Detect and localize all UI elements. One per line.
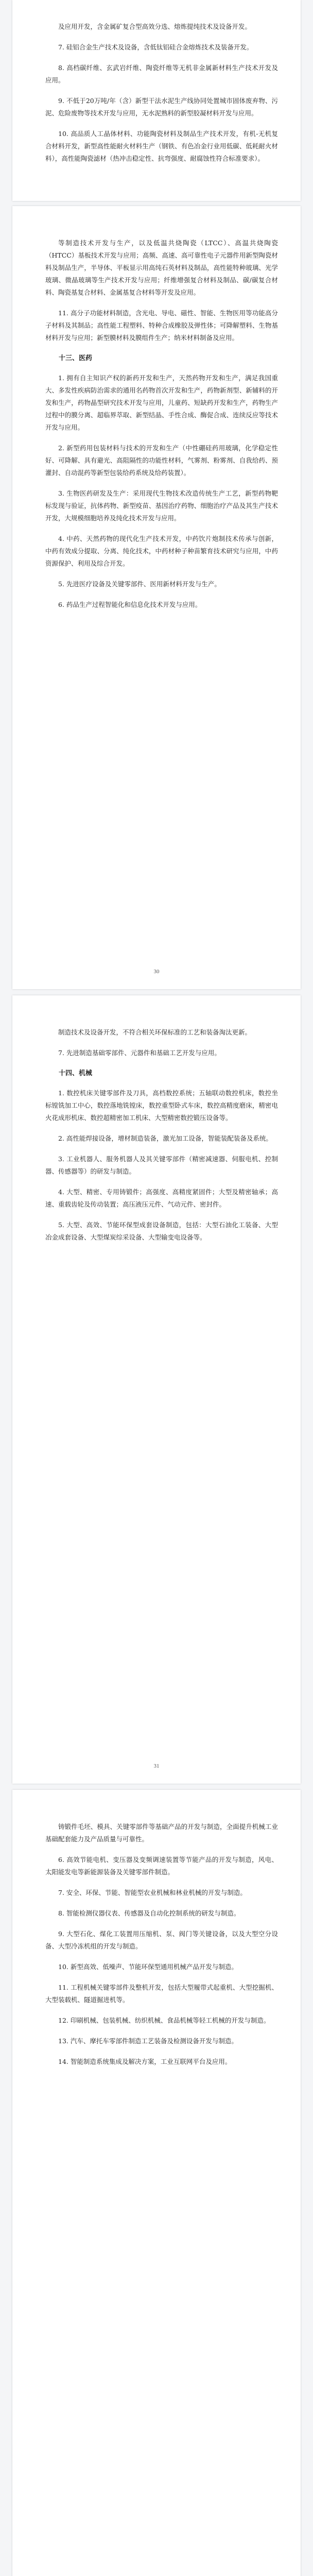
page-4-body — [45, 1821, 278, 2076]
page-2-body — [45, 237, 278, 619]
paragraph: 3. 生物医药研发及生产：采用现代生物技术改造传统生产工艺，新型药物靶标发现与验证，抗体药物、新型疫苗、基因治疗药物、细胞治疗产品及其生产技术开发，大规模细胞培养及纯化技术开发与应用。 — [45, 489, 278, 522]
paragraph: 7. 先进制造基础零部件、元器件和基础工艺开发与应用。 — [58, 1049, 221, 1057]
paragraph: 11. 工程机械关键零部件及整机开发，包括大型履带式起重机、大型挖掘机、大型装载机、隧道掘进机等。 — [45, 1984, 278, 2004]
paragraph: 4. 中药、天然药物的现代化生产技术开发，中药饮片炮制技术传承与创新，中药有效成分提取、分离、纯化技术，中药材种子种苗繁育技术研究与应用，中药资源保护、利用及综合开发。 — [45, 535, 278, 567]
paragraph: 12. 印刷机械、包装机械、纺织机械、食品机械等轻工机械的开发与制造。 — [58, 2016, 270, 2024]
page-1-body — [45, 21, 278, 173]
paragraph: 5. 大型、高效、节能环保型成套设备制造，包括：大型石油化工装备、大型冶金成套设备、大型煤炭综采设备、大型输变电设备等。 — [45, 1221, 278, 1241]
document-page-3 — [12, 995, 301, 1784]
section-heading: 十三、医药 — [59, 354, 93, 362]
paragraph: 铸锻件毛坯、模具、关键零部件等基础产品的开发与制造，全面提升机械工业基础配套能力及产品质量与可靠性。 — [45, 1823, 278, 1843]
paragraph: 6. 高效节能电机、变压器及变频调速装置等节能产品的开发与制造，风电、太阳能发电等新能源装备及关键零部件制造。 — [45, 1856, 278, 1876]
paragraph: 10. 新型高效、低噪声、节能环保型通用机械产品开发与制造。 — [58, 1963, 238, 1971]
paragraph: 及应用开发，含金属矿复合型高效分选、熔炼提纯技术及设备开发。 — [58, 23, 252, 30]
paragraph: 8. 智能检测仪器仪表、传感器及自动化控制系统的研发与制造。 — [58, 1909, 240, 1917]
document-page-4 — [12, 1790, 301, 2576]
paragraph: 8. 高档碳纤维、玄武岩纤维、陶瓷纤维等无机非金属新材料生产技术开发及应用。 — [45, 64, 278, 84]
paragraph: 14. 智能制造系统集成及解决方案，工业互联网平台及应用。 — [58, 2058, 232, 2065]
paragraph: 6. 药品生产过程智能化和信息化技术开发与应用。 — [58, 601, 202, 608]
paragraph: 2. 新型药用包装材料与技术的开发和生产（中性硼硅药用玻璃，化学稳定性好、可降解、具有避光、高阻隔性的功能性材料，气雾剂、粉雾剂、自我给药、预灌封、自动混药等新型包装给药系统及给药装置）。 — [45, 444, 278, 477]
paragraph: 9. 大型石化、煤化工装置用压缩机、泵、阀门等关键设备，以及大型空分设备、大型冷冻机组的开发与制造。 — [45, 1930, 278, 1950]
paragraph: 10. 高品质人工晶体材料、功能陶瓷材料及制品生产技术开发，有机-无机复合材料开发，新型高性能耐火材料生产（钢铁、有色冶金行业用低碳、低耗耐火材料），高性能陶瓷滤材（热冲击稳定性、抗弯强度、耐腐蚀性符合标准要求）。 — [45, 130, 278, 162]
document-page-2 — [12, 206, 301, 989]
section-heading: 十四、机械 — [59, 1070, 93, 1077]
page-3-body — [45, 1026, 278, 1252]
paragraph: 7. 硅铝合金生产技术及设备，含低钛铝硅合金熔炼技术及装备开发。 — [58, 43, 253, 51]
paragraph: 4. 大型、精密、专用铸锻件；高强度、高精度紧固件；大型及精密轴承；高速、重载齿轮及传动装置；高压液压元件、气动元件、密封件。 — [45, 1188, 278, 1208]
document-page-1 — [12, 0, 301, 201]
paragraph: 9. 不低于20万吨/年（含）新型干法水泥生产线协同处置城市固体废弃物、污泥、危险废物等技术开发与应用，无水泥熟料的新型胶凝材料开发与应用。 — [45, 97, 278, 117]
page-number: 31 — [153, 1763, 160, 1769]
paragraph: 1. 拥有自主知识产权的新药开发和生产，天然药物开发和生产，满足我国重大、多发性疾病防治需求的通用名药物首次开发和生产，药物新剂型、新辅料的开发和生产，药物晶型研究技术开发与应用，儿童药、短缺药开发和生产，药物生产过程中的膜分离、超临界萃取、新型结晶、手性合成、酶促合成、连续反应等技术开发与应用。 — [45, 374, 278, 431]
paragraph: 等制造技术开发与生产，以及低温共烧陶瓷（LTCC）、高温共烧陶瓷（HTCC）基板技术开发与应用；高频、高速、高可靠性电子元器件用新型陶瓷材料及制品生产，半导体、平板显示用高纯石英材料及制品，高性能特种玻璃、光学玻璃、微晶玻璃等生产技术开发与应用；纤维增强复合材料及制品、碳/碳复合材料、陶瓷基复合材料、金属基复合材料等开发及应用。 — [45, 239, 278, 296]
paragraph: 制造技术及设备开发，不符合相关环保标准的工艺和装备淘汰更新。 — [58, 1028, 252, 1036]
paragraph: 13. 汽车、摩托车零部件制造工艺装备及检测设备开发与制造。 — [58, 2037, 238, 2045]
paragraph: 1. 数控机床关键零部件及刀具，高档数控系统；五轴联动数控机床，数控坐标镗铣加工中心，数控落地铣镗床，数控重型卧式车床，数控高精度磨床，精密电火花成形机床、数控超精密加工机床、大型精密数控锻压设备等。 — [45, 1089, 278, 1122]
paragraph: 3. 工业机器人、服务机器人及其关键零部件（精密减速器、伺服电机、控制器、传感器等）的研发与制造。 — [45, 1155, 278, 1175]
paragraph: 11. 高分子功能材料制造，含光电、导电、磁性、智能、生物医用等功能高分子材料及其制品；高性能工程塑料、特种合成橡胶及弹性体；可降解塑料、生物基材料开发与应用；新型膜材料及膜组件生产；纳米材料制备及应用。 — [45, 309, 278, 342]
page-number: 30 — [153, 969, 160, 975]
paragraph: 5. 先进医疗设备及关键零部件、医用新材料开发与生产。 — [58, 580, 221, 588]
paragraph: 2. 高性能焊接设备，增材制造装备，激光加工设备，智能装配装备及系统。 — [58, 1134, 272, 1142]
paragraph: 7. 安全、环保、节能、智能型农业机械和林业机械的开发与制造。 — [58, 1889, 247, 1896]
